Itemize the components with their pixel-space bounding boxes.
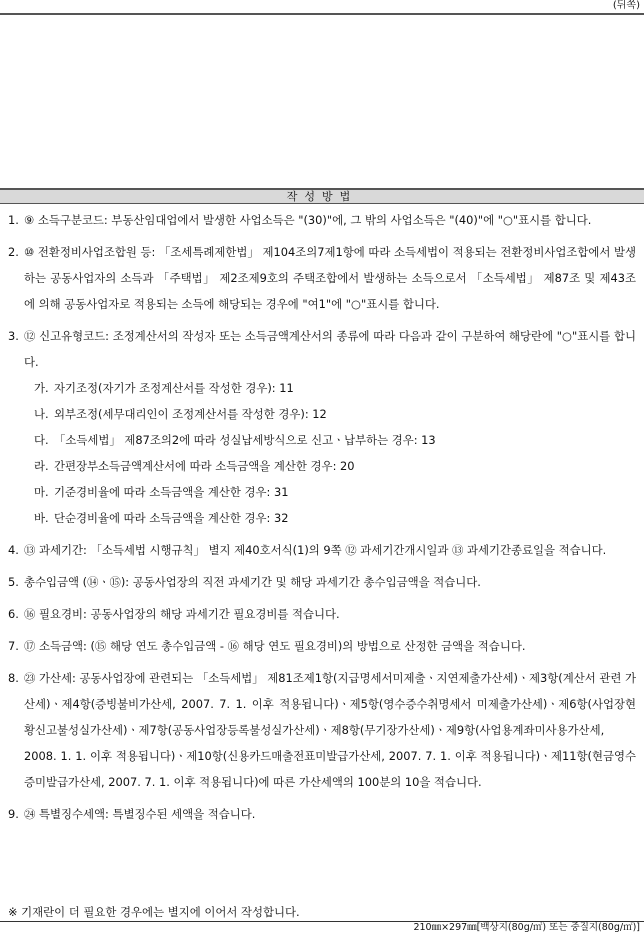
footnote: ※ 기재란이 더 필요한 경우에는 별지에 이어서 작성합니다. bbox=[8, 905, 300, 919]
sub-item-label: 가. bbox=[34, 381, 49, 395]
sub-item-label: 라. bbox=[34, 459, 49, 473]
blank-form-area bbox=[0, 15, 644, 188]
sub-item-text: 자기조정(자기가 조정계산서를 작성한 경우): 11 bbox=[54, 381, 294, 395]
sub-item-label: 나. bbox=[34, 407, 49, 421]
instruction-item bbox=[8, 665, 636, 795]
item-number: 6. bbox=[8, 607, 19, 621]
instruction-item bbox=[8, 633, 636, 659]
sub-list-item bbox=[8, 401, 636, 427]
item-text: ⑫ 신고유형코드: 조정계산서의 작성자 또는 소득금액계산서의 종류에 따라 다음과 같이 구분하여 해당란에 "○"표시를 합니다. bbox=[24, 329, 636, 369]
item-number: 3. bbox=[8, 329, 19, 343]
sub-list-item bbox=[8, 453, 636, 479]
page-side-label: (뒤쪽) bbox=[612, 0, 640, 11]
item-number: 9. bbox=[8, 807, 19, 821]
item-text: ㉔ 특별징수세액: 특별징수된 세액을 적습니다. bbox=[24, 807, 256, 821]
sub-item-text: 기준경비율에 따라 소득금액을 계산한 경우: 31 bbox=[54, 485, 289, 499]
item-text: ㉓ 가산세: 공동사업장에 관련되는 「소득세법」 제81조제1항(지급명세서미제출ㆍ지연제출가산세)ㆍ제3항(계산서 관련 가산세)ㆍ제4항(증빙불비가산세, 2007. 7. 1. 이후 적용됩니다)ㆍ제5항(영수증수취명세서 미제출가산세)ㆍ제6항(사업장현황신고불성실가산세)ㆍ제7항(공동사업장등록불성실가산세)ㆍ제8항(무기장가산세)ㆍ제9항(사업용계좌미사용가산세, 2008. 1. 1. 이후 적용됩니다)ㆍ제10항(신용카드매출전표미발급가산세, 2007. 7. 1. 이후 적용됩니다)ㆍ제11항(현금영수증미발급가산세, 2007. 7. 1. 이후 적용됩니다)에 따른 가산세액의 100분의 10을 적습니다. bbox=[24, 671, 636, 789]
sub-item-text: 단순경비율에 따라 소득금액을 계산한 경우: 32 bbox=[54, 511, 289, 525]
sub-item-label: 마. bbox=[34, 485, 49, 499]
item-number: 7. bbox=[8, 639, 19, 653]
sub-list-item bbox=[8, 505, 636, 531]
sub-item-label: 다. bbox=[34, 433, 49, 447]
item-number: 5. bbox=[8, 575, 19, 589]
instruction-item bbox=[8, 537, 636, 563]
item-number: 2. bbox=[8, 245, 19, 259]
instructions-header: 작성방법 bbox=[0, 188, 644, 204]
item-number: 8. bbox=[8, 671, 19, 685]
sub-list-item bbox=[8, 427, 636, 453]
item-text: ⑨ 소득구분코드: 부동산임대업에서 발생한 사업소득은 "(30)"에, 그 밖의 사업소득은 "(40)"에 "○"표시를 합니다. bbox=[24, 213, 592, 227]
instruction-item bbox=[8, 801, 636, 827]
instructions-list bbox=[8, 207, 636, 833]
paper-spec: 210㎜×297㎜[백상지(80g/㎡) 또는 중질지(80g/㎡)] bbox=[413, 922, 640, 933]
sub-list-item bbox=[8, 375, 636, 401]
instruction-item bbox=[8, 323, 636, 375]
item-number: 4. bbox=[8, 543, 19, 557]
item-text: ⑯ 필요경비: 공동사업장의 해당 과세기간 필요경비를 적습니다. bbox=[24, 607, 340, 621]
sub-item-text: 「소득세법」 제87조의2에 따라 성실납세방식으로 신고ㆍ납부하는 경우: 13 bbox=[54, 433, 436, 447]
sub-item-text: 간편장부소득금액계산서에 따라 소득금액을 계산한 경우: 20 bbox=[54, 459, 355, 473]
instruction-item bbox=[8, 207, 636, 233]
filing-type-code-list bbox=[8, 375, 636, 531]
sub-item-label: 바. bbox=[34, 511, 49, 525]
item-text: ⑬ 과세기간: 「소득세법 시행규칙」 별지 제40호서식(1)의 9쪽 ⑫ 과세기간개시일과 ⑬ 과세기간종료일을 적습니다. bbox=[24, 543, 607, 557]
item-text: ⑩ 전환정비사업조합원 등: 「조세특례제한법」 제104조의7제1항에 따라 소득세법이 적용되는 전환정비사업조합에서 발생하는 공동사업자의 소득과 「주택법」 제2조제9호의 주택조합에서 발생하는 소득으로서 「소득세법」 제87조 및 제43조에 의해 공동사업자로 적용되는 소득에 해당되는 경우에 "여1"에 "○"표시를 합니다. bbox=[24, 245, 636, 311]
sub-list-item bbox=[8, 479, 636, 505]
instruction-item bbox=[8, 239, 636, 317]
sub-item-text: 외부조정(세무대리인이 조정계산서를 작성한 경우): 12 bbox=[54, 407, 327, 421]
item-number: 1. bbox=[8, 213, 19, 227]
item-text: ⑰ 소득금액: (⑮ 해당 연도 총수입금액 - ⑯ 해당 연도 필요경비)의 방법으로 산정한 금액을 적습니다. bbox=[24, 639, 526, 653]
item-text: 총수입금액 (⑭ㆍ⑮): 공동사업장의 직전 과세기간 및 해당 과세기간 총수입금액을 적습니다. bbox=[24, 575, 481, 589]
instruction-item bbox=[8, 569, 636, 595]
instruction-item bbox=[8, 601, 636, 627]
